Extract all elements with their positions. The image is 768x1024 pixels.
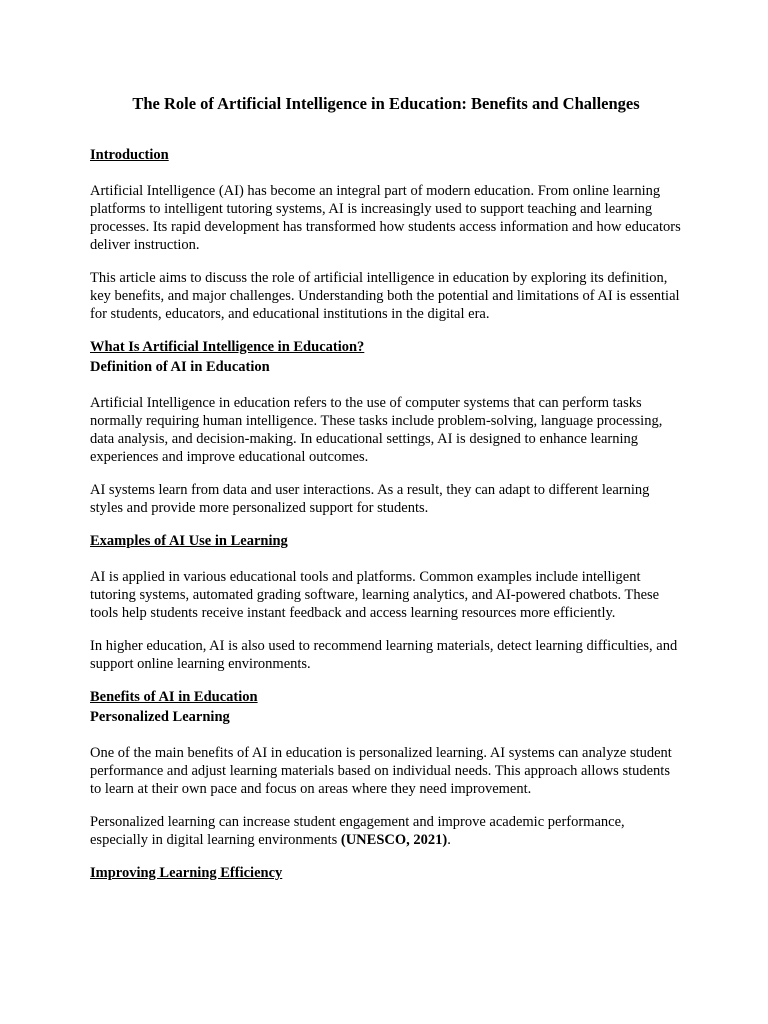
benefits-paragraph-2-end: . [447, 832, 451, 848]
intro-paragraph-1: Artificial Intelligence (AI) has become an integral part of modern education. From online learning platforms to intelligent tutoring systems, AI is increasingly used to support teaching and learning processes. Its rapid development has transformed how students access information and how educators deliver instruction. [90, 183, 681, 253]
definition-paragraph-1: Artificial Intelligence in education refers to the use of computer systems that can perform tasks normally requiring human intelligence. These tasks include problem-solving, language processing, data analysis, and decision-making. In educational settings, AI is designed to enhance learning experiences and improve educational outcomes. [90, 395, 663, 465]
heading-learning-efficiency: Improving Learning Efficiency [90, 865, 283, 881]
benefits-paragraph-2 [90, 813, 682, 849]
heading-introduction: Introduction [90, 147, 169, 163]
intro-paragraph-2: This article aims to discuss the role of artificial intelligence in education by exploring its definition, key benefits, and major challenges. Understanding both the potential and limitations of AI is essential for students, educators, and educational institutions in the digital era. [90, 270, 680, 322]
citation-unesco: (UNESCO, 2021) [340, 832, 448, 848]
benefits-paragraph-2-text: Personalized learning can increase student engagement and improve academic performance, especially in digital learning environments [90, 814, 625, 848]
subheading-definition: Definition of AI in Education [90, 359, 270, 375]
definition-paragraph-2: AI systems learn from data and user interactions. As a result, they can adapt to different learning styles and provide more personalized support for students. [90, 482, 650, 516]
examples-paragraph-2: In higher education, AI is also used to recommend learning materials, detect learning difficulties, and support online learning environments. [90, 638, 678, 672]
document-title: The Role of Artificial Intelligence in Education: Benefits and Challenges [132, 94, 640, 113]
heading-benefits: Benefits of AI in Education [90, 689, 258, 705]
examples-paragraph-1: AI is applied in various educational tools and platforms. Common examples include intelligent tutoring systems, automated grading software, learning analytics, and AI-powered chatbots. These tools help students receive instant feedback and access learning resources more efficiently. [90, 569, 660, 621]
heading-what-is-ai: What Is Artificial Intelligence in Education? [90, 339, 365, 355]
subheading-personalized-learning: Personalized Learning [90, 709, 230, 725]
benefits-paragraph-1: One of the main benefits of AI in education is personalized learning. AI systems can analyze student performance and adjust learning materials based on individual needs. This approach allows students to learn at their own pace and focus on areas where they need improvement. [90, 745, 672, 797]
heading-examples: Examples of AI Use in Learning [90, 533, 288, 549]
